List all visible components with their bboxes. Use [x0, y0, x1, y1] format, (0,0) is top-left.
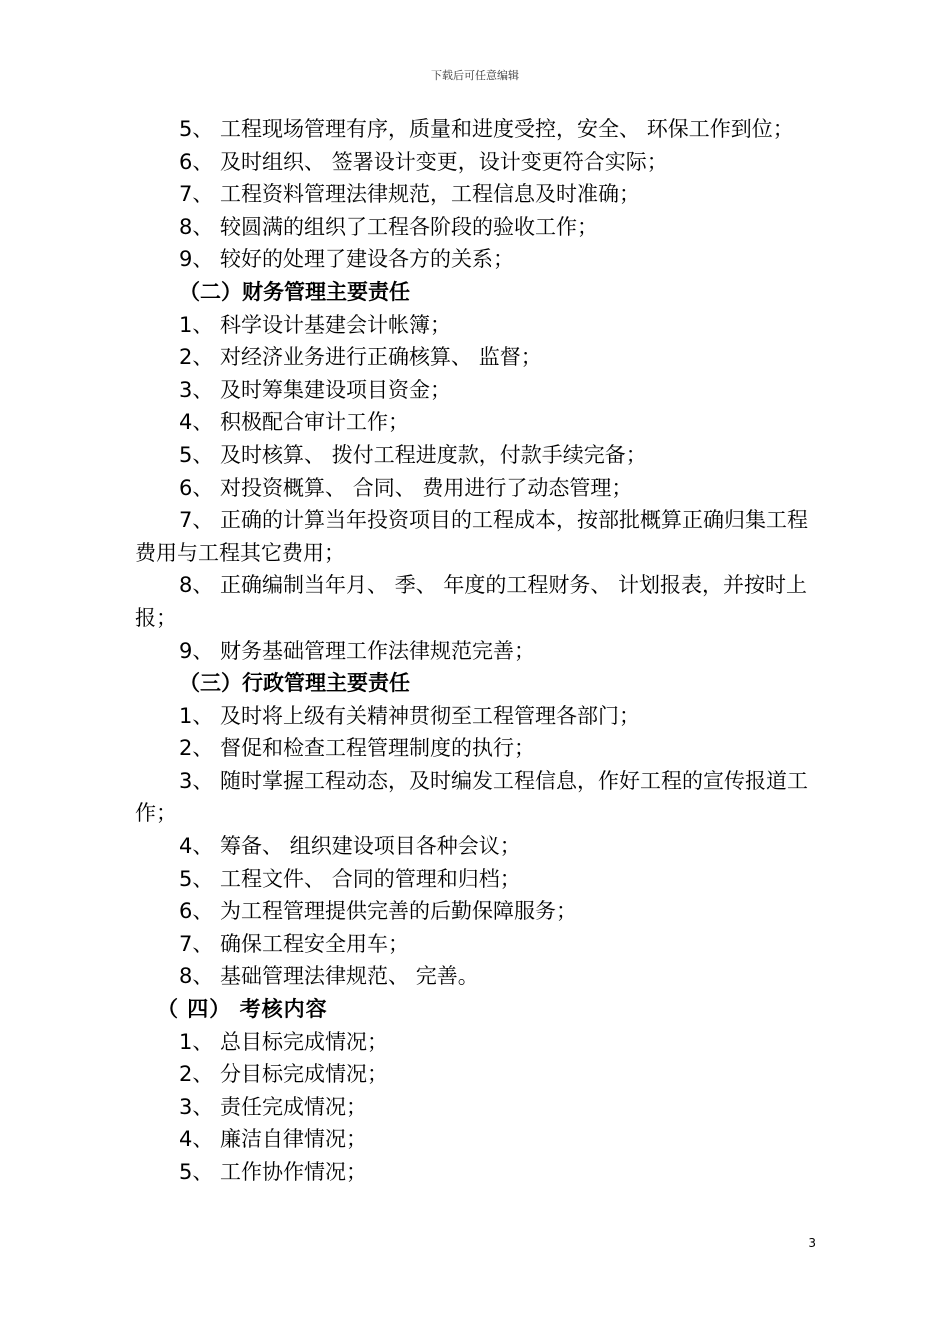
list-item: 5、 工程文件、 合同的管理和归档； [179, 866, 521, 891]
page-number: 3 [808, 1236, 816, 1250]
list-item: 2、 分目标完成情况； [179, 1062, 389, 1087]
page-header: 下载后可任意编辑 [431, 69, 519, 82]
list-item: 5、 工作协作情况； [179, 1160, 368, 1184]
list-item: 1、 总目标完成情况； [179, 1029, 389, 1054]
list-item: 3、 随时掌握工程动态，及时编发工程信息，作好工程的宣传报道工作； [135, 768, 809, 826]
list-item: 8、 正确编制当年月、 季、 年度的工程财务、 计划报表，并按时上报； [135, 573, 808, 630]
list-item: 3、 及时筹集建设项目资金； [179, 377, 452, 402]
list-item: 2、 督促和检查工程管理制度的执行； [179, 736, 536, 761]
list-item: 9、 财务基础管理工作法律规范完善； [179, 638, 536, 663]
list-item: 5、 及时核算、 拨付工程进度款，付款手续完备； [179, 442, 647, 467]
section-heading-assessment: （ 四） 考核内容 [157, 997, 328, 1022]
list-item: 2、 对经济业务进行正确核算、 监督； [179, 345, 542, 370]
list-item: 6、 为工程管理提供完善的后勤保障服务； [179, 899, 578, 924]
list-item: 8、 较圆满的组织了工程各阶段的验收工作； [179, 214, 599, 239]
list-item: 7、 工程资料管理法律规范，工程信息及时准确； [179, 182, 641, 207]
list-item: 4、 积极配合审计工作； [179, 410, 410, 435]
section-heading-finance: （二）财务管理主要责任 [179, 279, 410, 304]
list-item: 8、 基础管理法律规范、 完善。 [179, 964, 479, 989]
list-item: 3、 责任完成情况； [179, 1094, 368, 1119]
list-item: 6、 对投资概算、 合同、 费用进行了动态管理； [179, 475, 633, 500]
section-heading-admin: （三）行政管理主要责任 [179, 671, 410, 696]
list-item: 7、 确保工程安全用车； [179, 931, 410, 956]
list-item: 5、 工程现场管理有序，质量和进度受控，安全、 环保工作到位； [179, 117, 794, 141]
list-item: 7、 正确的计算当年投资项目的工程成本，按部批概算正确归集工程费用与工程其它费用； [135, 508, 809, 565]
document-body [135, 113, 817, 1189]
list-item: 9、 较好的处理了建设各方的关系； [179, 247, 515, 272]
list-item: 4、 廉洁自律情况； [179, 1127, 368, 1152]
list-item: 6、 及时组织、 签署设计变更，设计变更符合实际； [179, 149, 668, 174]
list-item: 1、 及时将上级有关精神贯彻至工程管理各部门； [179, 703, 641, 728]
list-item: 4、 筹备、 组织建设项目各种会议； [179, 834, 521, 859]
list-item: 1、 科学设计基建会计帐簿； [179, 312, 452, 337]
